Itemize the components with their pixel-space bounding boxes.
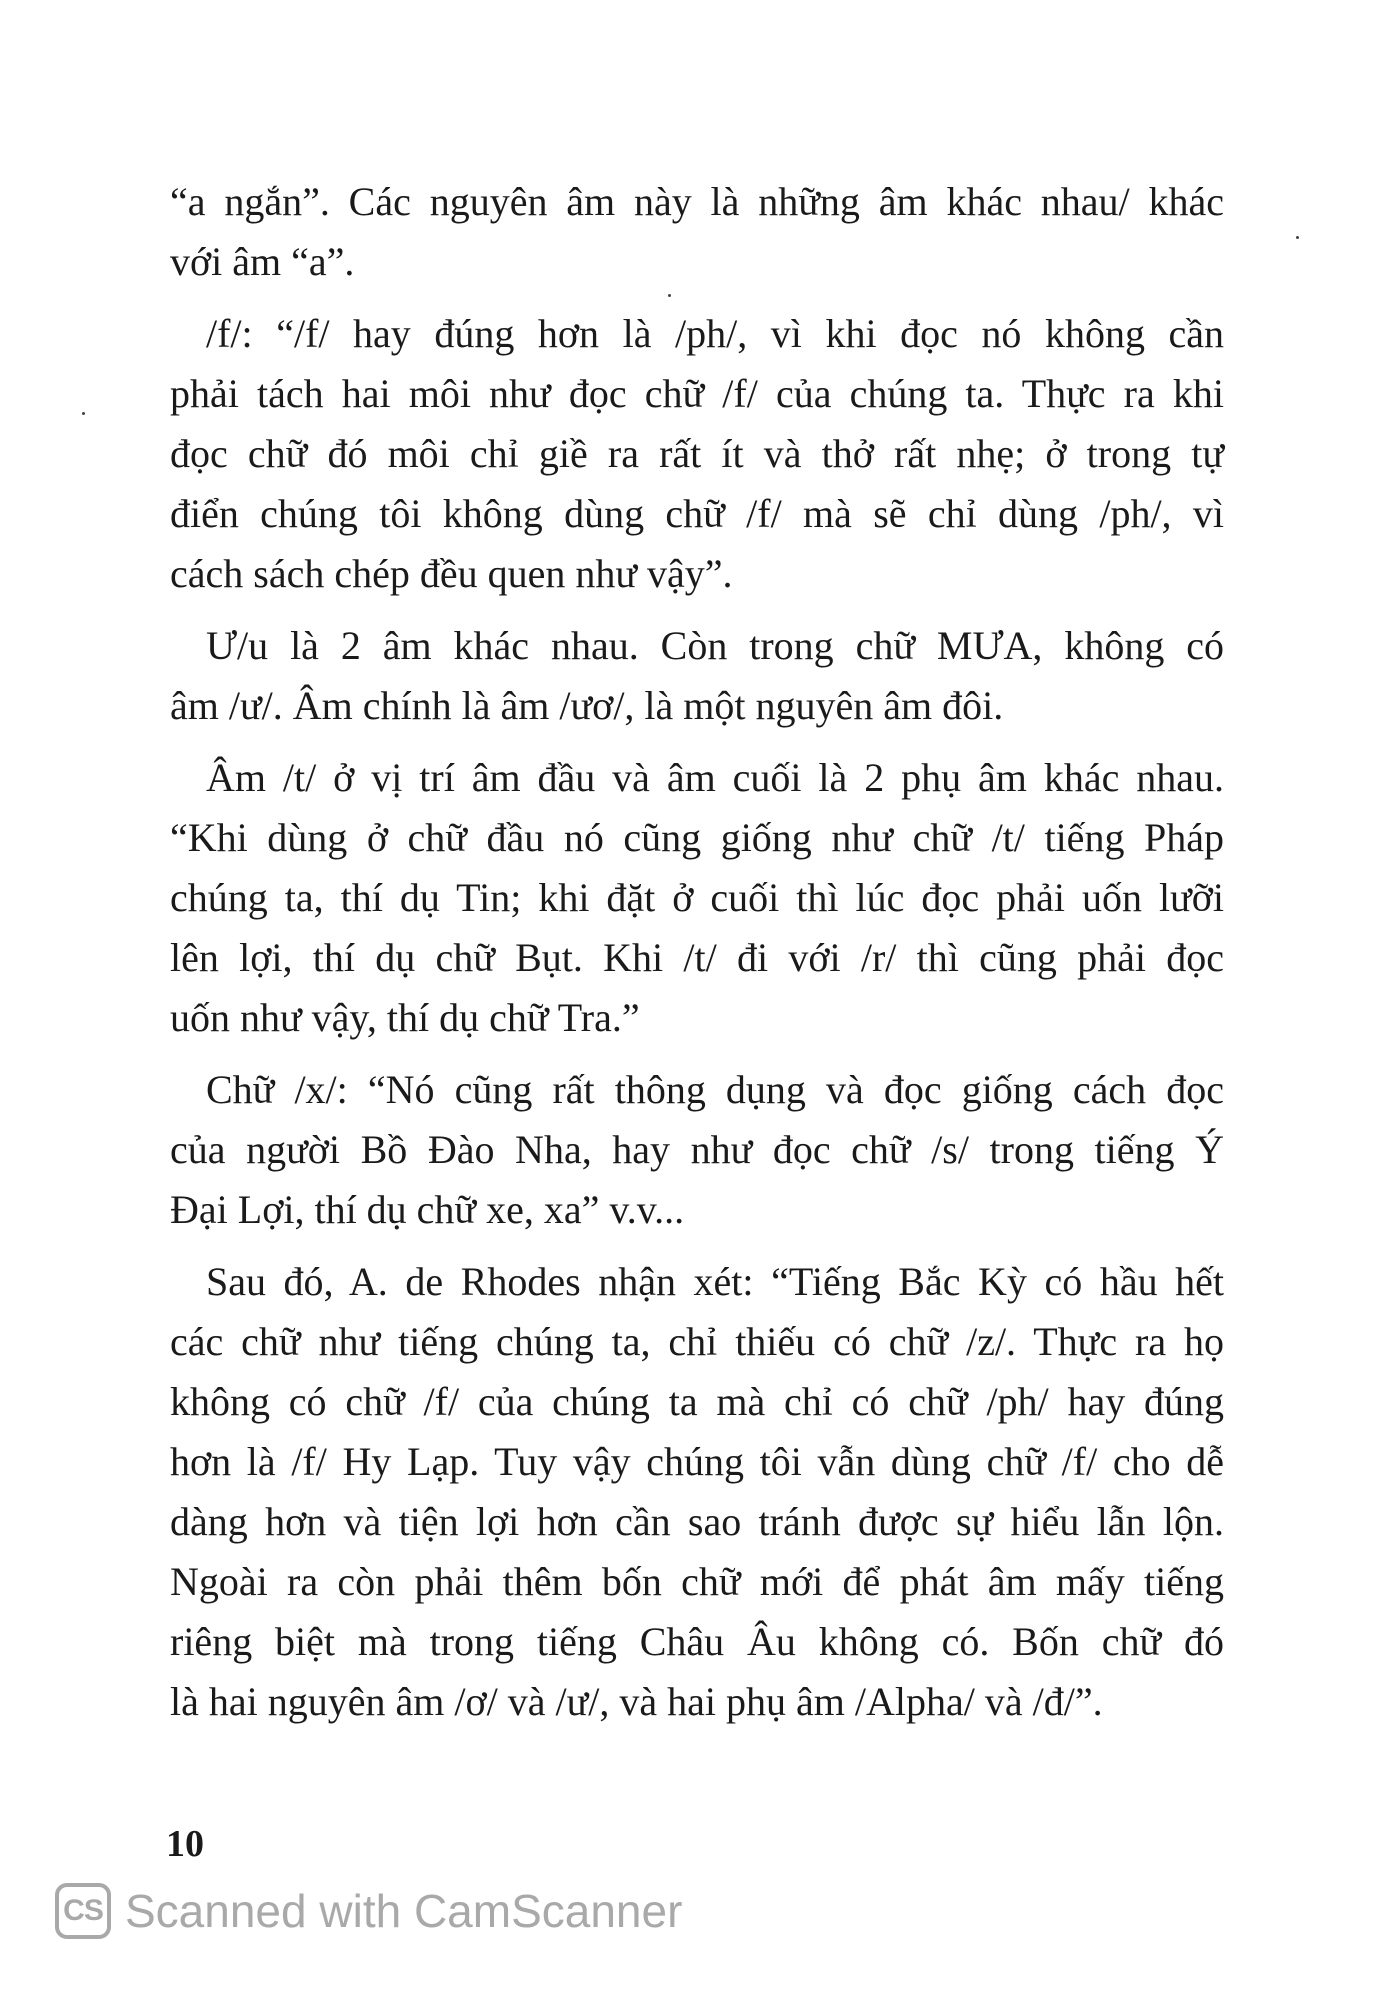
text-line: với âm “a”.	[170, 239, 355, 284]
paragraph-5	[170, 1060, 1224, 1240]
text-line: “Khi dùng ở chữ đầu nó cũng giống như chữ /t/ tiếng Pháp	[170, 815, 1224, 860]
page-number: 10	[166, 1823, 204, 1865]
text-line: /f/: “/f/ hay đúng hơn là /ph/, vì khi đọc nó không cần	[206, 311, 1224, 356]
text-line: điển chúng tôi không dùng chữ /f/ mà sẽ chỉ dùng /ph/, vì	[170, 491, 1224, 536]
text-line: Ngoài ra còn phải thêm bốn chữ mới để phát âm mấy tiếng	[170, 1559, 1224, 1604]
scan-speck	[82, 412, 85, 415]
text-line: lên lợi, thí dụ chữ Bụt. Khi /t/ đi với /r/ thì cũng phải đọc	[170, 935, 1224, 980]
text-line: “a ngắn”. Các nguyên âm này là những âm khác nhau/ khác	[170, 179, 1224, 224]
paragraph-4	[170, 748, 1224, 1048]
text-line: uốn như vậy, thí dụ chữ Tra.”	[170, 995, 640, 1040]
text-line: Đại Lợi, thí dụ chữ xe, xa” v.v...	[170, 1187, 685, 1232]
text-line: riêng biệt mà trong tiếng Châu Âu không có. Bốn chữ đó	[170, 1619, 1224, 1664]
camscanner-logo-icon: CS	[55, 1883, 111, 1939]
text-line: không có chữ /f/ của chúng ta mà chỉ có chữ /ph/ hay đúng	[170, 1379, 1224, 1424]
text-line: của người Bồ Đào Nha, hay như đọc chữ /s/ trong tiếng Ý	[170, 1127, 1224, 1172]
scan-speck	[668, 294, 671, 297]
text-line: âm /ư/. Âm chính là âm /ươ/, là một nguyên âm đôi.	[170, 683, 1004, 728]
text-line: Ư/u là 2 âm khác nhau. Còn trong chữ MƯA, không có	[206, 623, 1224, 668]
text-line: Sau đó, A. de Rhodes nhận xét: “Tiếng Bắc Kỳ có hầu hết	[206, 1259, 1224, 1304]
text-line: cách sách chép đều quen như vậy”.	[170, 551, 733, 596]
scan-speck	[1296, 236, 1299, 239]
text-line: dàng hơn và tiện lợi hơn cần sao tránh được sự hiểu lẫn lộn.	[170, 1499, 1224, 1544]
text-line: phải tách hai môi như đọc chữ /f/ của chúng ta. Thực ra khi	[170, 371, 1224, 416]
text-line: Chữ /x/: “Nó cũng rất thông dụng và đọc giống cách đọc	[206, 1067, 1224, 1112]
paragraph-6	[170, 1252, 1224, 1732]
paragraph-2	[170, 304, 1224, 604]
camscanner-watermark	[55, 1883, 682, 1939]
text-line: hơn là /f/ Hy Lạp. Tuy vậy chúng tôi vẫn dùng chữ /f/ cho dễ	[170, 1439, 1224, 1484]
text-line: các chữ như tiếng chúng ta, chỉ thiếu có chữ /z/. Thực ra họ	[170, 1319, 1224, 1364]
body-text	[170, 172, 1224, 1732]
paragraph-1	[170, 172, 1224, 292]
paragraph-3	[170, 616, 1224, 736]
watermark-text: Scanned with CamScanner	[125, 1885, 683, 1937]
text-line: Âm /t/ ở vị trí âm đầu và âm cuối là 2 phụ âm khác nhau.	[206, 755, 1224, 800]
text-line: chúng ta, thí dụ Tin; khi đặt ở cuối thì lúc đọc phải uốn lưỡi	[170, 875, 1224, 920]
text-line: là hai nguyên âm /ơ/ và /ư/, và hai phụ âm /Alpha/ và /đ/”.	[170, 1679, 1103, 1724]
text-line: đọc chữ đó môi chỉ giề ra rất ít và thở rất nhẹ; ở trong tự	[170, 431, 1224, 476]
